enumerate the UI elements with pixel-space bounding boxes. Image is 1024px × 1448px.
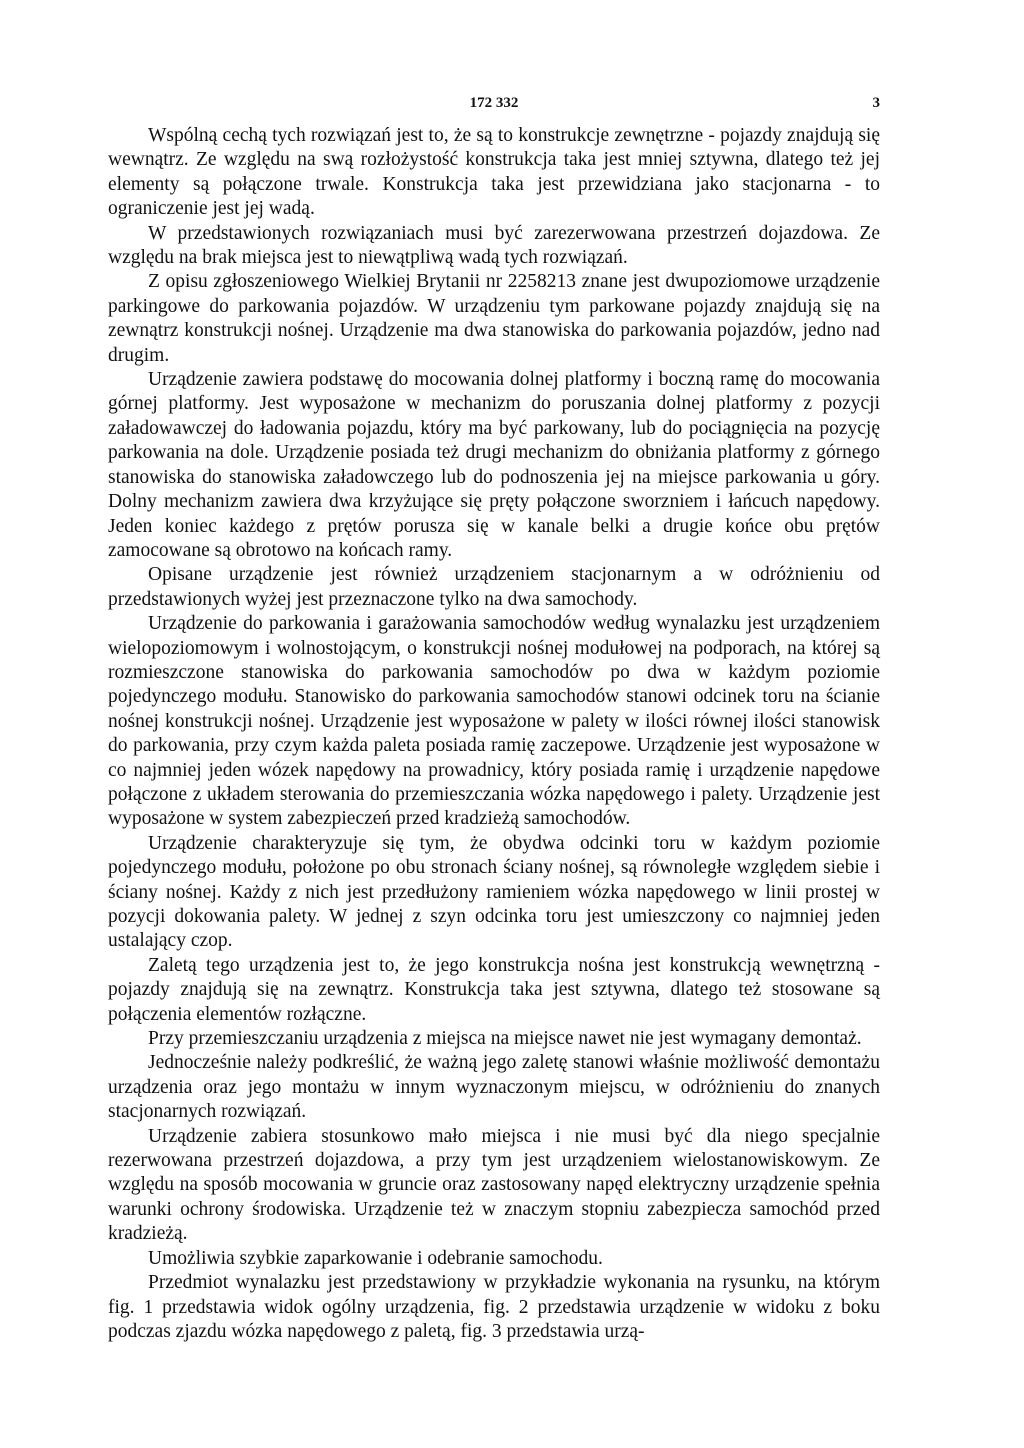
page-number: 3 <box>872 95 880 111</box>
paragraph: Opisane urządzenie jest również urządzeniem stacjonarnym a w odróżnieniu od przedstawionych wyżej jest przeznaczone tylko na dwa samochody. <box>108 564 880 610</box>
paragraph: Z opisu zgłoszeniowego Wielkiej Brytanii nr 2258213 znane jest dwupoziomowe urządzenie parkingowe do parkowania pojazdów. W urządzeniu tym parkowane pojazdy znajdują się na zewnątrz konstrukcji nośnej. Urządzenie ma dwa stanowiska do parkowania pojazdów, jedno nad drugim. <box>108 271 880 366</box>
paragraph: Urządzenie zabiera stosunkowo mało miejsca i nie musi być dla niego specjalnie rezerwowana przestrzeń dojazdowa, a przy tym jest urządzeniem wielostanowiskowym. Ze względu na sposób mocowania w gruncie oraz zastosowany napęd elektryczny urządzenie spełnia warunki ochrony środowiska. Urządzenie też w znaczym stopniu zabezpiecza samochód przed kradzieżą. <box>108 1125 880 1245</box>
paragraph: Umożliwia szybkie zaparkowanie i odebranie samochodu. <box>148 1247 603 1269</box>
paragraph: Urządzenie do parkowania i garażowania samochodów według wynalazku jest urządzeniem wielopoziomowym i wolnostojącym, o konstrukcji nośnej modułowej na podporach, na której są rozmieszczone stanowiska do parkowania samochodów po dwa w każdym poziomie pojedynczego modułu. Stanowisko do parkowania samochodów stanowi odcinek toru na ścianie nośnej konstrukcji nośnej. Urządzenie jest wyposażone w palety w ilości równej ilości stanowisk do parkowania, przy czym każda paleta posiada ramię zaczepowe. Urządzenie jest wyposażone w co najmniej jeden wózek napędowy na prowadnicy, który posiada ramię i urządzenie napędowe połączone z układem sterowania do przemieszczania wózka napędowego i palety. Urządzenie jest wyposażone w system zabezpieczeń przed kradzieżą samochodów. <box>108 613 880 830</box>
page-header <box>108 95 880 115</box>
paragraph: Zaletą tego urządzenia jest to, że jego konstrukcja nośna jest konstrukcją wewnętrzną - pojazdy znajdują się na zewnątrz. Konstrukcja taka jest sztywna, dlatego też stosowane są połączenia elementów rozłączne. <box>108 954 880 1025</box>
paragraph: Urządzenie zawiera podstawę do mocowania dolnej platformy i boczną ramę do mocowania górnej platformy. Jest wyposażone w mechanizm do poruszania dolnej platformy z pozycji załadowawczej do ładowania pojazdu, który ma być parkowany, lub do pociągnięcia na pozycję parkowania na dole. Urządzenie posiada też drugi mechanizm do obniżania platformy z górnego stanowiska do stanowiska załadowczego lub do podnoszenia jej na miejsce parkowania u góry. Dolny mechanizm zawiera dwa krzyżujące się pręty połączone sworzniem i łańcuch napędowy. Jeden koniec każdego z prętów porusza się w kanale belki a drugie końce obu prętów zamocowane są obrotowo na końcach ramy. <box>108 369 880 561</box>
paragraph: Przy przemieszczaniu urządzenia z miejsca na miejsce nawet nie jest wymagany demontaż. <box>148 1028 862 1050</box>
paragraph: Urządzenie charakteryzuje się tym, że obydwa odcinki toru w każdym poziomie pojedynczego modułu, położone po obu stronach ściany nośnej, są równoległe względem siebie i ściany nośnej. Każdy z nich jest przedłużony ramieniem wózka napędowego w linii prostej w pozycji dokowania palety. W jednej z szyn odcinka toru jest umieszczony co najmniej jeden ustalający czop. <box>108 832 880 952</box>
paragraph: W przedstawionych rozwiązaniach musi być zarezerwowana przestrzeń dojazdowa. Ze względu na brak miejsca jest to niewątpliwą wadą tych rozwiązań. <box>108 222 880 269</box>
paragraph: Przedmiot wynalazku jest przedstawiony w przykładzie wykonania na rysunku, na którym fig. 1 przedstawia widok ogólny urządzenia, fig. 2 przedstawia urządzenie w widoku z boku podczas zjazdu wózka napędowego z paletą, fig. 3 przedstawia urzą- <box>108 1272 880 1342</box>
paragraph: Wspólną cechą tych rozwiązań jest to, że są to konstrukcje zewnętrzne - pojazdy znajdują się wewnątrz. Ze względu na swą rozłożystość konstrukcja taka jest mniej sztywna, dlatego też jej elementy są połączone trwale. Konstrukcja taka jest przewidziana jako stacjonarna - to ograniczenie jest jej wadą. <box>108 125 880 220</box>
patent-number: 172 332 <box>469 95 519 111</box>
paragraph: Jednocześnie należy podkreślić, że ważną jego zaletę stanowi właśnie możliwość demontażu urządzenia oraz jego montażu w innym wyznaczonym miejscu, w odróżnieniu do znanych stacjonarnych rozwiązań. <box>108 1052 880 1123</box>
document-body <box>108 124 880 1344</box>
